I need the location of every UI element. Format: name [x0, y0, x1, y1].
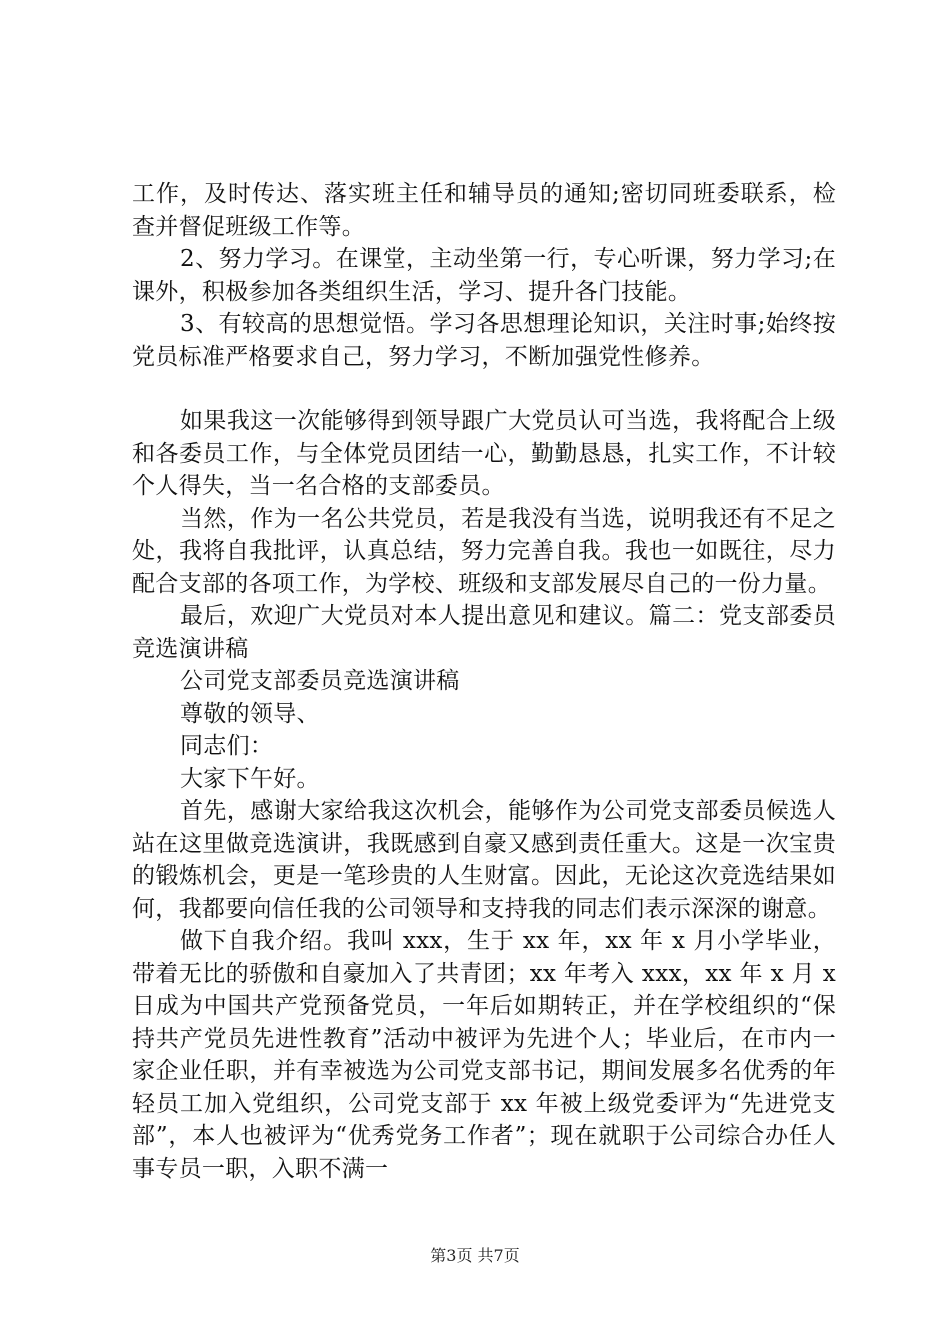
paragraph-self-intro: 做下自我介绍。我叫 xxx，生于 xx 年，xx 年 x 月小学毕业，带着无比的骄傲和自豪加入了共青团；xx 年考入 xxx，xx 年 x 月 x 日成为中国共产党预备党员，一年后如期转正，并在学校组织的“保持共产党员先进性教育”活动中被评为先进个人；毕业后，在市内一家企业任职，并有幸被选为公司党支部书记，期间发展多名优秀的年轻员工加入党组织，公司党支部于 xx 年被上级党委评为“先进党支部”，本人也被评为“优秀党务工作者”；现在就职于公司综合办任人事专员一职，入职不满一 — [132, 928, 836, 1182]
greeting: 大家下午好。 — [180, 765, 320, 792]
salutation-leaders: 尊敬的领导、 — [180, 700, 320, 727]
paragraph-continuation: 工作，及时传达、落实班主任和辅导员的通知;密切同班委联系，检查并督促班级工作等。 — [132, 181, 836, 240]
paragraph-item-3: 3、有较高的思想觉悟。学习各思想理论知识，关注时事;始终按党员标准严格要求自己，努力学习，不断加强党性修养。 — [132, 311, 836, 370]
speech-title: 公司党支部委员竞选演讲稿 — [180, 668, 460, 694]
salutation-comrades: 同志们： — [180, 733, 274, 759]
paragraph-if-not-elected: 当然，作为一名公共党员，若是我没有当选，说明我还有不足之处，我将自我批评，认真总结，努力完善自我。我也一如既往，尽力配合支部的各项工作，为学校、班级和支部发展尽自己的一份力量。 — [132, 505, 836, 597]
paragraph-thanks: 首先，感谢大家给我这次机会，能够作为公司党支部委员候选人站在这里做竞选演讲，我既感到自豪又感到责任重大。这是一次宝贵的锻炼机会，更是一笔珍贵的人生财富。因此，无论这次竞选结果如何，我都要向信任我的公司领导和支持我的同志们表示深深的谢意。 — [132, 798, 836, 922]
document-body — [132, 178, 836, 1185]
paragraph-if-elected: 如果我这一次能够得到领导跟广大党员认可当选，我将配合上级和各委员工作，与全体党员团结一心，勤勤恳恳，扎实工作，不计较个人得失，当一名合格的支部委员。 — [132, 408, 836, 499]
paragraph-closing: 最后，欢迎广大党员对本人提出意见和建议。篇二：党支部委员竞选演讲稿 — [132, 603, 836, 662]
paragraph-item-2: 2、努力学习。在课堂，主动坐第一行，专心听课，努力学习;在课外，积极参加各类组织生活，学习、提升各门技能。 — [132, 246, 836, 305]
page-footer: 第3页 共7页 — [430, 1246, 520, 1265]
paragraph-gap — [132, 373, 836, 405]
